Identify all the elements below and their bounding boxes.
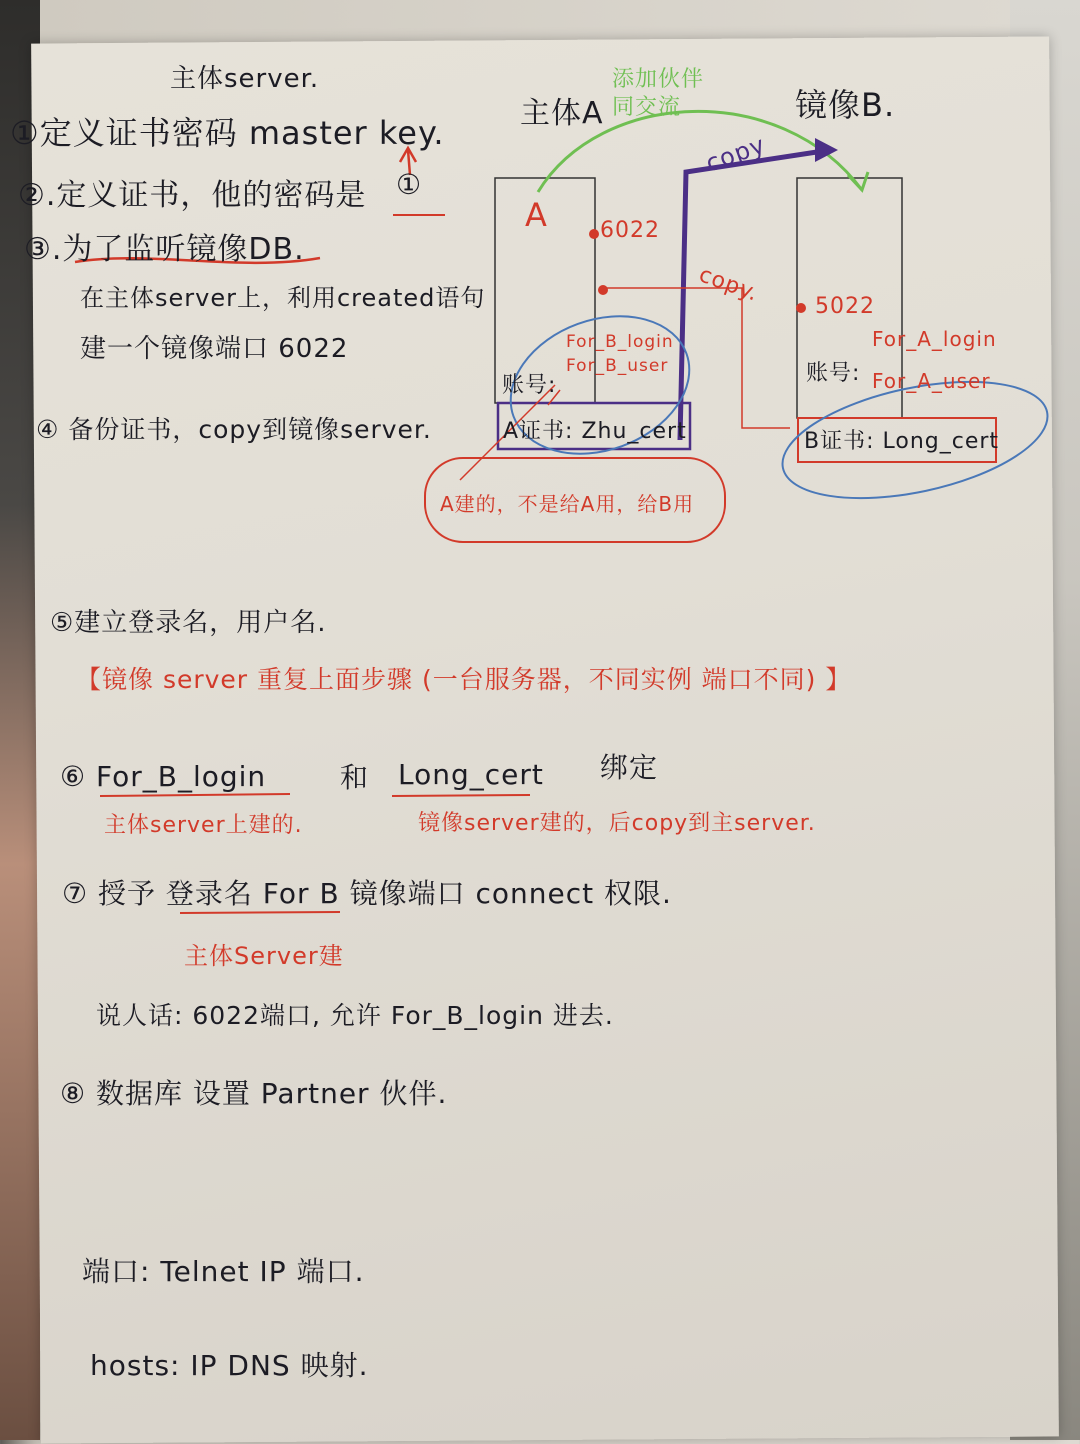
step8-text: ⑧ 数据库 设置 Partner 伙伴. — [60, 1077, 448, 1110]
step6-bind: 绑定 — [600, 751, 659, 784]
login-prefix-b: 账号: — [806, 361, 861, 386]
step3-line1: 在主体server上，利用created语句 — [80, 284, 486, 312]
copy-top-label: copy — [702, 130, 770, 178]
step6-cert: Long_cert — [398, 758, 544, 791]
label-a: 主体A — [520, 96, 604, 131]
step1-text: ①定义证书密码 master key. — [10, 114, 445, 152]
login-b-list — [872, 318, 997, 402]
step5-text: ⑤建立登录名，用户名. — [50, 608, 327, 638]
port-a: 6022 — [600, 218, 660, 243]
step3-line2: 建一个镜像端口 6022 — [80, 334, 349, 364]
step7-text: ⑦ 授予 登录名 For B 镜像端口 connect 权限. — [62, 877, 672, 910]
step6-login: ⑥ For_B_login — [60, 760, 267, 793]
login-prefix-a: 账号: — [502, 373, 557, 398]
cert-b: B证书: Long_cert — [804, 429, 1000, 454]
copy-mid-label: copy. — [695, 262, 762, 307]
hosts-line: hosts: IP DNS 映射. — [90, 1349, 369, 1382]
step1-ref: ① — [396, 168, 423, 201]
label-b: 镜像B. — [795, 86, 896, 124]
step3-text: ③.为了监听镜像DB. — [24, 232, 305, 267]
port-line: 端口: Telnet IP 端口. — [82, 1255, 365, 1288]
login-a2: For_B_user — [566, 356, 669, 376]
plain-talk: 说人话: 6022端口, 允许 For_B_login 进去. — [96, 1001, 614, 1030]
step6-note-a: 主体server上建的. — [104, 813, 303, 838]
port-dot-b — [796, 303, 806, 313]
login-a-list — [566, 330, 674, 378]
note-a: A建的，不是给A用，给B用 — [440, 492, 695, 516]
port-b: 5022 — [815, 294, 875, 319]
box-a-letter: A — [525, 196, 548, 234]
step7-note: 主体Server建 — [184, 942, 344, 970]
login-a1: For_B_login — [566, 332, 674, 352]
step5-note: 【镜像 server 重复上面步骤 (一台服务器，不同实例 端口不同) 】 — [76, 665, 852, 694]
step4-text: ④ 备份证书，copy到镜像server. — [36, 415, 432, 444]
cert-a: A证书: Zhu_cert — [503, 419, 687, 444]
step6-and: 和 — [340, 761, 370, 794]
step6-underline-b — [392, 795, 530, 796]
step7-underline — [180, 912, 340, 913]
port-dot-a — [589, 229, 599, 239]
sync-label: 添加伙伴 同交流 — [612, 67, 705, 120]
login-b1: For_A_login — [872, 327, 997, 351]
login-b2: For_A_user — [872, 369, 991, 393]
step6-note-b: 镜像server建的，后copy到主server. — [418, 811, 816, 836]
notes-title: 主体server. — [170, 64, 320, 94]
step2-text: ②.定义证书，他的密码是 — [18, 178, 367, 213]
step6-underline-a — [100, 794, 290, 796]
mid-dot-a — [598, 285, 608, 295]
